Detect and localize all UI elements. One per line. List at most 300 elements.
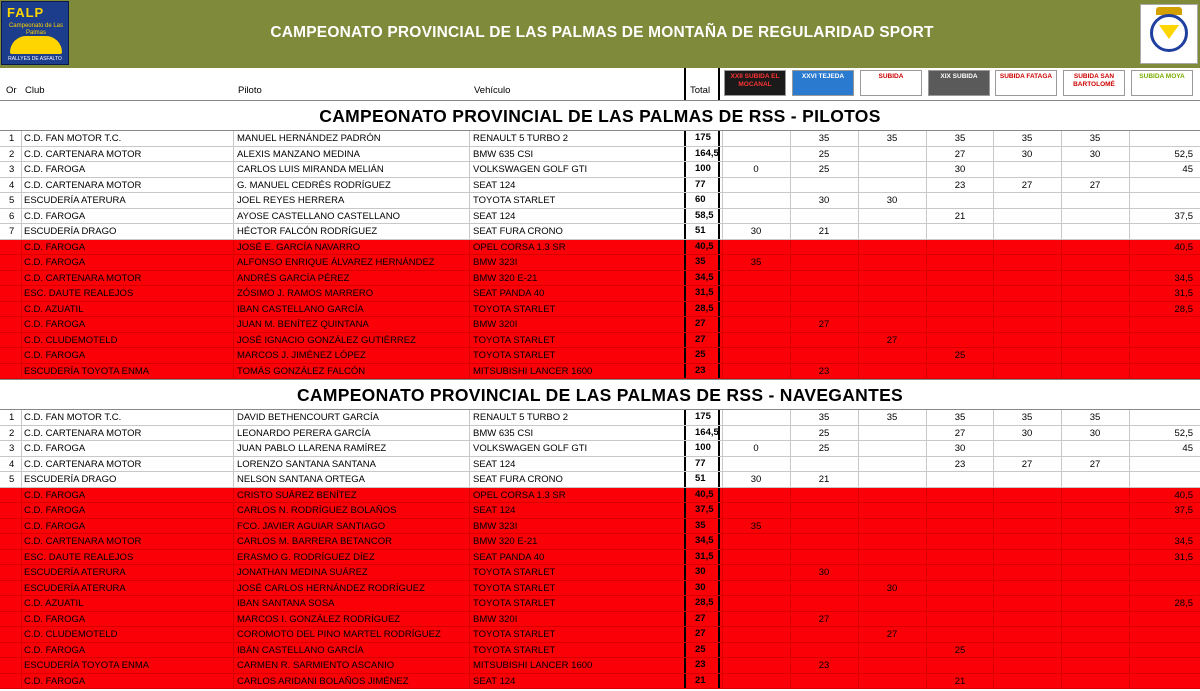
table-row [0,286,1200,302]
section-title-text: CAMPEONATO PROVINCIAL DE LAS PALMAS DE RSS - NAVEGANTES [296,385,904,405]
falp-logo-subtitle: Campeonato de Las Palmas [8,23,64,36]
grid-line [469,209,470,224]
grid-line [469,286,470,301]
grid-line [469,147,470,162]
grid-line [1061,364,1062,379]
grid-line [993,317,994,332]
table-row [0,364,1200,380]
grid-line [233,302,234,317]
grid-line [1129,581,1130,596]
row-points: 27 [818,613,830,625]
row-total: 23 [684,658,720,673]
grid-line [21,317,22,332]
row-vehiculo: TOYOTA STARLET [473,567,556,578]
table-row [0,441,1200,457]
row-vehiculo: TOYOTA STARLET [473,644,556,656]
row-vehiculo: BMW 323I [473,257,518,268]
grid-line [469,364,470,379]
grid-line [1061,271,1062,286]
grid-line [233,519,234,534]
grid-line [722,674,723,689]
grid-line [233,333,234,348]
grid-line [1061,333,1062,348]
row-piloto: IBAN SANTANA SOSA [237,598,335,609]
grid-line [790,581,791,596]
grid-line [926,565,927,580]
grid-line [21,147,22,162]
grid-line [1061,627,1062,642]
grid-line [926,193,927,208]
row-vehiculo: TOYOTA STARLET [473,334,556,346]
row-club: C.D. CARTENARA MOTOR [24,458,142,470]
row-club: C.D. FAN MOTOR T.C. [24,133,122,144]
row-points: 27 [1089,458,1101,470]
federation-logo [1140,4,1198,64]
grid-line [233,410,234,425]
row-piloto: COROMOTO DEL PINO MARTEL RODRÍGUEZ [237,629,441,640]
grid-line [469,503,470,518]
table-row [0,348,1200,364]
row-vehiculo: SEAT 124 [473,505,516,516]
row-points: 35 [750,257,762,268]
grid-line [926,224,927,239]
grid-line [790,178,791,193]
row-piloto: HÉCTOR FALCÓN RODRÍGUEZ [237,226,378,237]
row-total: 40,5 [684,240,720,255]
grid-line [858,224,859,239]
table-row [0,550,1200,566]
table-row [0,410,1200,426]
grid-line [858,596,859,611]
grid-line [1061,162,1062,177]
row-points: 27 [1021,458,1033,470]
grid-line [858,162,859,177]
rally-logo-5 [995,70,1057,96]
row-piloto: ZÓSIMO J. RAMOS MARRERO [237,288,374,299]
grid-line [858,658,859,673]
row-piloto: MANUEL HERNÁNDEZ PADRÓN [237,133,381,144]
grid-line [993,503,994,518]
row-vehiculo: BMW 635 CSI [473,148,534,160]
grid-line [790,240,791,255]
row-points: 30 [818,567,830,578]
row-points: 35 [818,412,830,423]
grid-line [469,596,470,611]
rally-logo-7 [1131,70,1193,96]
row-total: 28,5 [684,596,720,611]
grid-line [1129,658,1130,673]
grid-line [858,503,859,518]
grid-line [1129,364,1130,379]
grid-line [722,627,723,642]
grid-line [469,410,470,425]
row-total: 34,5 [684,534,720,549]
grid-line [858,441,859,456]
row-total: 30 [684,581,720,596]
row-club: ESCUDERÍA TOYOTA ENMA [24,365,150,377]
row-points: 40,5 [1174,489,1193,501]
grid-line [722,333,723,348]
row-vehiculo: BMW 320 E-21 [473,272,538,284]
grid-line [21,224,22,239]
falp-logo-band: RALLYES DE ASFALTO [8,56,62,62]
row-total: 164,5 [684,426,720,441]
grid-line [21,426,22,441]
row-points: 30 [954,164,966,175]
grid-line [21,612,22,627]
row-points: 45 [1182,443,1193,454]
grid-line [469,519,470,534]
row-total: 164,5 [684,147,720,162]
row-position: 4 [9,458,15,470]
grid-line [233,147,234,162]
row-position: 2 [9,427,15,439]
grid-line [21,410,22,425]
table-row [0,193,1200,209]
row-points: 28,5 [1174,598,1193,609]
table-row [0,519,1200,535]
grid-line [21,240,22,255]
row-total: 25 [684,348,720,363]
grid-line [926,472,927,487]
grid-line [790,519,791,534]
row-piloto: JOSÉ E. GARCÍA NAVARRO [237,241,361,253]
grid-line [858,147,859,162]
row-points: 30 [818,195,830,206]
row-club: ESCUDERÍA DRAGO [24,226,117,237]
row-piloto: MARCOS J. JIMÉNEZ LÓPEZ [237,350,366,361]
row-piloto: FCO. JAVIER AGUIAR SANTIAGO [237,520,386,532]
row-vehiculo: TOYOTA STARLET [473,195,556,206]
grid-line [1129,131,1130,146]
row-points: 28,5 [1174,303,1193,315]
row-piloto: ALEXIS MANZANO MEDINA [237,148,360,160]
grid-line [1061,596,1062,611]
table-row [0,503,1200,519]
row-piloto: CARLOS ARIDANI BOLAÑOS JIMÉNEZ [237,675,409,687]
rally-logo-text: SUBIDA MOYA [1139,73,1185,80]
grid-line [858,674,859,689]
grid-line [858,519,859,534]
table-row [0,178,1200,194]
grid-line [722,550,723,565]
row-vehiculo: SEAT 124 [473,458,516,470]
row-vehiculo: TOYOTA STARLET [473,598,556,609]
grid-line [790,209,791,224]
grid-line [926,658,927,673]
col-club: Club [25,85,45,96]
row-points: 25 [818,148,830,160]
grid-line [21,333,22,348]
row-club: C.D. CLUDEMOTELD [24,629,118,640]
car-icon [10,36,62,54]
row-total: 23 [684,364,720,379]
grid-line [790,596,791,611]
row-points: 52,5 [1174,148,1193,160]
row-points: 23 [818,365,830,377]
col-total [684,68,720,100]
rally-logo-4 [928,70,990,96]
grid-line [1129,457,1130,472]
grid-line [469,674,470,689]
grid-line [1061,255,1062,270]
row-points: 21 [818,474,830,485]
grid-line [926,612,927,627]
row-total: 30 [684,565,720,580]
grid-line [790,255,791,270]
grid-line [233,550,234,565]
row-points: 27 [1089,179,1101,191]
grid-line [1061,488,1062,503]
row-vehiculo: TOYOTA STARLET [473,582,556,594]
row-vehiculo: MITSUBISHI LANCER 1600 [473,660,593,671]
col-vehiculo: Vehículo [474,85,511,96]
grid-line [722,658,723,673]
grid-line [858,488,859,503]
row-points: 0 [753,164,759,175]
row-piloto: ANDRÉS GARCÍA PÉREZ [237,272,350,284]
row-points: 37,5 [1174,505,1193,516]
row-club: C.D. CLUDEMOTELD [24,334,118,346]
grid-line [993,519,994,534]
grid-line [21,519,22,534]
row-piloto: LORENZO SANTANA SANTANA [237,458,377,470]
grid-line [1061,534,1062,549]
table-row [0,488,1200,504]
grid-line [1061,581,1062,596]
grid-line [722,596,723,611]
grid-line [233,472,234,487]
grid-line [993,193,994,208]
grid-line [21,534,22,549]
row-total: 51 [684,224,720,239]
row-points: 52,5 [1174,427,1193,439]
row-club: C.D. FAN MOTOR T.C. [24,412,122,423]
grid-line [21,162,22,177]
row-total: 27 [684,612,720,627]
grid-line [790,550,791,565]
grid-line [1129,178,1130,193]
row-total: 51 [684,472,720,487]
grid-line [926,519,927,534]
row-vehiculo: BMW 320I [473,613,518,625]
grid-line [858,317,859,332]
grid-line [21,364,22,379]
grid-line [1061,286,1062,301]
grid-line [469,627,470,642]
grid-line [858,348,859,363]
row-points: 25 [954,350,966,361]
row-piloto: MARCOS I. GONZÁLEZ RODRÍGUEZ [237,613,401,625]
grid-line [233,674,234,689]
row-points: 27 [886,334,898,346]
grid-line [722,426,723,441]
row-club: C.D. FAROGA [24,164,86,175]
row-vehiculo: SEAT 124 [473,675,516,687]
grid-line [469,658,470,673]
row-club: C.D. FAROGA [24,489,86,501]
row-points: 35 [1089,133,1101,144]
grid-line [858,209,859,224]
grid-line [233,255,234,270]
grid-line [722,565,723,580]
grid-line [790,302,791,317]
row-position: 6 [9,210,15,222]
row-piloto: CARLOS LUIS MIRANDA MELIÁN [237,164,384,175]
row-total: 28,5 [684,302,720,317]
grid-line [21,271,22,286]
row-piloto: ERASMO G. RODRÍGUEZ DÍEZ [237,551,375,563]
row-total: 60 [684,193,720,208]
grid-line [858,240,859,255]
row-points: 0 [753,443,759,454]
col-or: Or [6,85,17,96]
row-vehiculo: OPEL CORSA 1.3 SR [473,489,566,501]
grid-line [926,503,927,518]
grid-line [722,534,723,549]
grid-line [790,271,791,286]
grid-line [926,333,927,348]
table-row [0,596,1200,612]
row-total: 27 [684,333,720,348]
table-row [0,255,1200,271]
row-total: 175 [684,131,720,146]
grid-line [469,333,470,348]
row-position: 1 [9,133,15,144]
grid-line [858,302,859,317]
row-piloto: JOEL REYES HERRERA [237,195,345,206]
row-total: 37,5 [684,503,720,518]
grid-line [469,441,470,456]
row-club: C.D. FAROGA [24,505,86,516]
row-points: 34,5 [1174,272,1193,284]
row-club: C.D. FAROGA [24,520,86,532]
grid-line [858,565,859,580]
table-row [0,240,1200,256]
grid-line [926,627,927,642]
grid-line [1061,193,1062,208]
grid-line [858,364,859,379]
row-club: C.D. FAROGA [24,644,86,656]
grid-line [926,596,927,611]
table-row [0,317,1200,333]
grid-line [469,472,470,487]
grid-line [21,565,22,580]
grid-line [469,240,470,255]
grid-line [469,488,470,503]
row-piloto: G. MANUEL CEDRÉS RODRÍGUEZ [237,179,391,191]
row-club: C.D. FAROGA [24,210,86,222]
grid-line [21,348,22,363]
col-piloto: Piloto [238,85,262,96]
row-vehiculo: RENAULT 5 TURBO 2 [473,412,569,423]
grid-line [21,441,22,456]
grid-line [993,302,994,317]
row-piloto: TOMÁS GONZÁLEZ FALCÓN [237,365,366,377]
row-total: 175 [684,410,720,425]
row-piloto: IBAN CASTELLANO GARCÍA [237,303,364,315]
grid-line [790,627,791,642]
grid-line [1061,472,1062,487]
row-total: 25 [684,643,720,658]
grid-line [469,193,470,208]
grid-line [1061,643,1062,658]
row-vehiculo: SEAT FURA CRONO [473,226,563,237]
grid-line [233,131,234,146]
grid-line [722,581,723,596]
row-points: 30 [1089,427,1101,439]
table-row [0,426,1200,442]
grid-line [233,612,234,627]
row-total: 100 [684,162,720,177]
grid-line [993,565,994,580]
row-piloto: JOSÉ CARLOS HERNÁNDEZ RODRÍGUEZ [237,582,425,594]
grid-line [722,286,723,301]
row-club: C.D. FAROGA [24,350,86,361]
row-position: 2 [9,148,15,160]
row-points: 35 [954,133,966,144]
grid-line [21,581,22,596]
rally-logo-2 [792,70,854,96]
grid-line [233,457,234,472]
row-club: C.D. FAROGA [24,675,86,687]
grid-line [722,364,723,379]
row-points: 30 [1089,148,1101,160]
falp-logo [1,1,69,65]
grid-line [469,131,470,146]
rally-logo-text: XXII SUBIDA EL MOCANAL [730,73,780,88]
grid-line [1129,472,1130,487]
row-total: 40,5 [684,488,720,503]
grid-line [722,457,723,472]
table-row [0,302,1200,318]
grid-line [233,286,234,301]
table-row [0,147,1200,163]
row-total: 27 [684,317,720,332]
grid-line [1061,209,1062,224]
grid-line [469,534,470,549]
row-points: 30 [750,226,762,237]
grid-line [858,426,859,441]
row-vehiculo: VOLKSWAGEN GOLF GTI [473,443,588,454]
grid-line [790,488,791,503]
grid-line [993,240,994,255]
grid-line [858,286,859,301]
row-piloto: DAVID BETHENCOURT GARCÍA [237,412,379,423]
grid-line [1129,224,1130,239]
grid-line [858,612,859,627]
table-row [0,627,1200,643]
row-points: 35 [1089,412,1101,423]
row-points: 23 [818,660,830,671]
grid-line [722,410,723,425]
grid-line [926,488,927,503]
row-vehiculo: BMW 323I [473,520,518,532]
row-vehiculo: OPEL CORSA 1.3 SR [473,241,566,253]
grid-line [233,193,234,208]
row-points: 30 [750,474,762,485]
rally-logo-text: SUBIDA [878,73,904,80]
table-row [0,674,1200,690]
row-points: 25 [818,164,830,175]
grid-line [722,348,723,363]
grid-line [233,178,234,193]
grid-line [469,565,470,580]
grid-line [469,612,470,627]
grid-line [1061,612,1062,627]
grid-line [1129,333,1130,348]
row-piloto: AYOSE CASTELLANO CASTELLANO [237,210,400,222]
